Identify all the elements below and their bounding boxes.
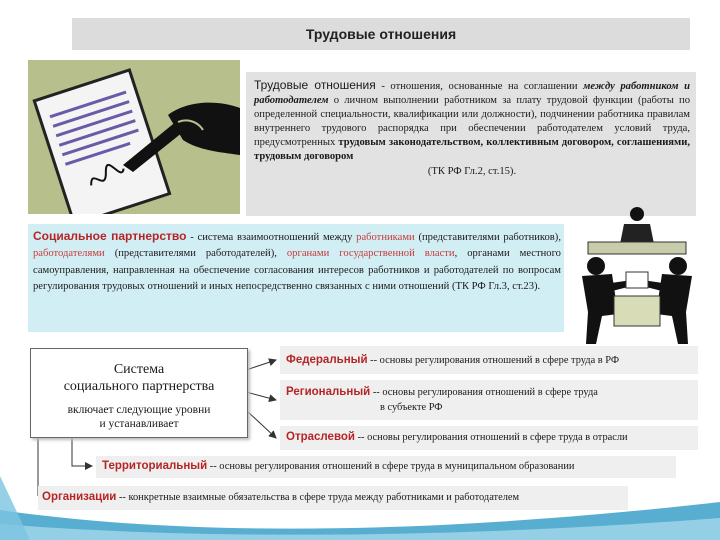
level-name: Федеральный (286, 354, 368, 366)
definition-part: - отношения, основанные на соглашении (375, 81, 584, 92)
system-title (31, 361, 247, 395)
decorative-swoosh (0, 440, 720, 540)
system-box (30, 348, 248, 438)
social-highlight: работниками (356, 232, 415, 243)
social-part: - система взаимоотношений между (186, 232, 357, 243)
social-highlight: органами государственной власти (286, 248, 455, 260)
social-part: (представителями работников), (414, 232, 561, 243)
level-name: Региональный (286, 386, 371, 398)
social-term: Социальное партнерство (33, 229, 187, 243)
definition-emphasis: трудовым законодательством, коллективным договором, соглашениями, трудовым договором (254, 137, 690, 163)
social-part: , органами местного самоуправления, направленная на обеспечение согласования интересов работников и работодателей по вопросам регулирования трудовых отношений и иных непосредственно связанных с ними отношений (ТК РФ Гл.3, ст.23). (33, 248, 561, 292)
definition-part: о личном выполнении работником за плату трудовой функции (работы по определенной специальности, квалификации или должности), подчинении работника правилам внутреннего трудового распорядка при обеспечении работодателем условий труда, предусмотренных (254, 95, 690, 149)
level-name: Организации (42, 491, 117, 503)
level-text: -- основы регулирования отношений в сфере труда (370, 387, 598, 398)
definition-source: (ТК РФ Гл.2, ст.15). (427, 165, 517, 177)
level-text: в субъекте РФ (380, 402, 443, 413)
system-subtitle (31, 403, 247, 431)
level-name: Отраслевой (286, 431, 355, 443)
level-text: -- основы регулирования отношений в сфере труда в муниципальном образовании (207, 461, 575, 472)
system-title-line: Система (113, 362, 165, 377)
system-sub-line: и устанавливает (99, 418, 179, 430)
level-name: Территориальный (102, 460, 208, 472)
level-text: -- основы регулирования отношений в сфере труда в отрасли (354, 432, 628, 443)
definition-emphasis: между работником и работодателем (254, 81, 690, 107)
level-federal (280, 346, 698, 374)
level-regional (280, 380, 698, 420)
system-sub-line: включает следующие уровни (67, 404, 211, 416)
system-title-line: социального партнерства (63, 379, 215, 394)
definition-term: Трудовые отношения (254, 78, 376, 92)
social-highlight: работодателями (33, 248, 105, 260)
level-text: -- конкретные взаимные обязательства в сфере труда между работниками и работодателем (116, 492, 520, 503)
level-text: -- основы регулирования отношений в сфере труда в РФ (367, 355, 620, 366)
slide-title: Трудовые отношения (72, 18, 690, 50)
social-part: (представителями работодателей), (104, 248, 287, 260)
